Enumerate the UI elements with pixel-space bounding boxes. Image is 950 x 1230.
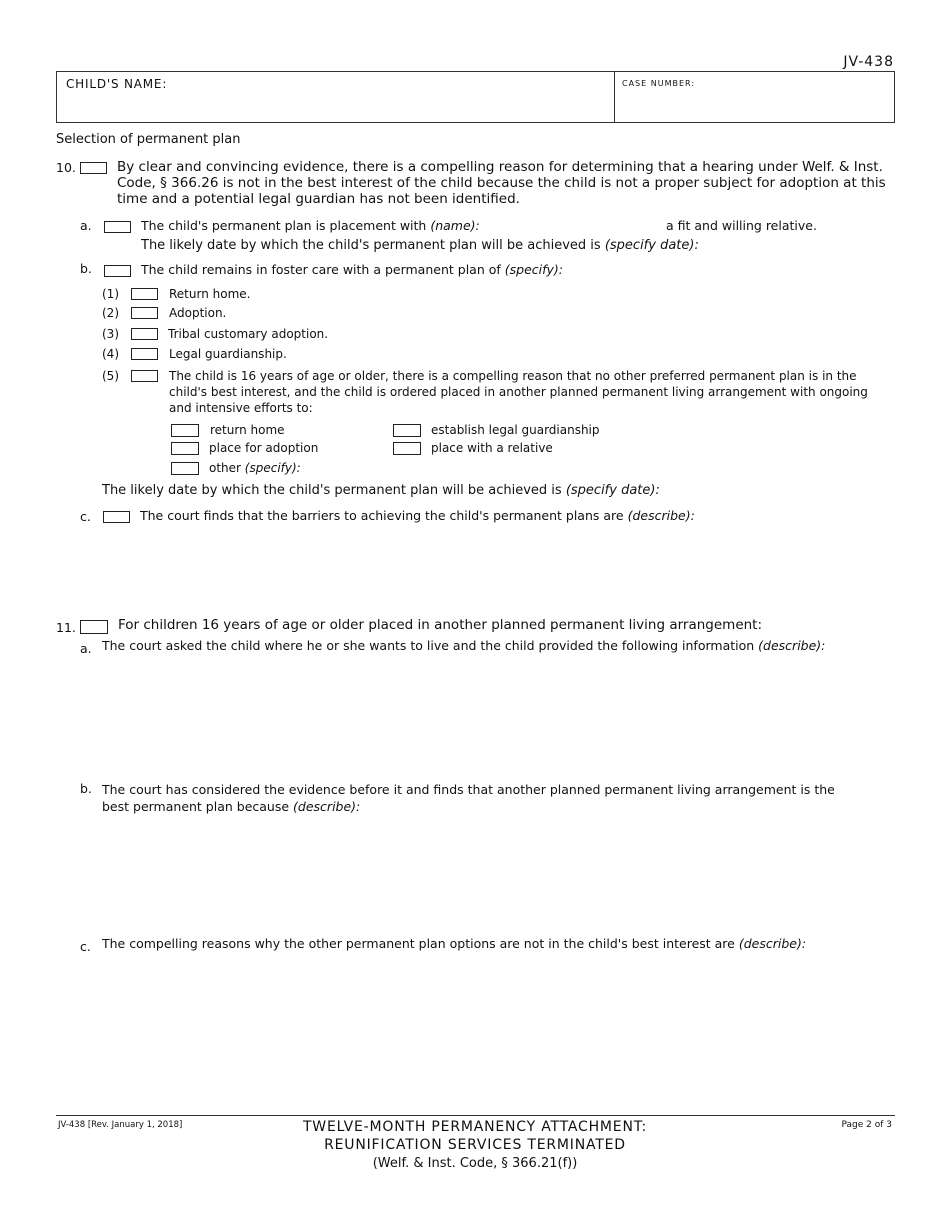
item10c-letter: c.: [80, 509, 91, 524]
effort-legal-guardianship-label: establish legal guardianship: [431, 423, 600, 437]
item11c-hint: (describe):: [738, 936, 807, 951]
item10a-date-hint: (specify date):: [604, 238, 699, 253]
item10-number: 10.: [56, 160, 76, 175]
item11-text: For children 16 years of age or older placed in another planned permanent living arrangement:: [118, 617, 763, 633]
item10b-text: [141, 262, 563, 278]
footer-title-line1: TWELVE-MONTH PERMANENCY ATTACHMENT:: [302, 1119, 648, 1135]
option-5-number: (5): [102, 369, 119, 383]
option-5-checkbox[interactable]: [131, 370, 158, 382]
option-3-checkbox[interactable]: [131, 328, 158, 340]
item10a-letter: a.: [80, 218, 92, 233]
item11a-letter: a.: [80, 641, 92, 656]
item10c-hint: (describe):: [627, 508, 695, 523]
item10a-label: The child's permanent plan is placement with: [141, 218, 427, 233]
caption-divider: [614, 72, 615, 122]
effort-adoption-checkbox[interactable]: [171, 442, 199, 455]
option-1-number: (1): [102, 287, 119, 301]
option-1-checkbox[interactable]: [131, 288, 158, 300]
item11c-text: [102, 936, 806, 952]
item10a-date-label: The likely date by which the child's permanent plan will be achieved is: [141, 238, 601, 253]
item10b-checkbox[interactable]: [104, 265, 131, 277]
effort-legal-guardianship-checkbox[interactable]: [393, 424, 421, 437]
item11a-text: [102, 638, 825, 654]
item10c-text: [140, 508, 695, 524]
item11c-label: The compelling reasons why the other permanent plan options are not in the child's best interest are: [102, 936, 735, 951]
option-4-label: Legal guardianship.: [169, 347, 287, 361]
footer-rule: [56, 1115, 895, 1116]
footer-title-line2: REUNIFICATION SERVICES TERMINATED: [324, 1137, 626, 1153]
item10b-letter: b.: [80, 261, 92, 276]
item11b-text: [102, 781, 862, 815]
effort-relative-checkbox[interactable]: [393, 442, 421, 455]
item10a-suffix: a fit and willing relative.: [666, 218, 817, 233]
footer-revision: JV-438 [Rev. January 1, 2018]: [58, 1120, 183, 1130]
effort-other-hint: (specify):: [244, 461, 301, 475]
effort-adoption-label: place for adoption: [209, 441, 319, 455]
item11-checkbox[interactable]: [80, 620, 108, 634]
footer-page-number: Page 2 of 3: [841, 1120, 892, 1130]
caption-box: [56, 71, 895, 123]
option-2-number: (2): [102, 306, 119, 320]
effort-return-home-label: return home: [210, 423, 285, 437]
case-number-label: CASE NUMBER:: [622, 79, 696, 88]
option-5-text: The child is 16 years of age or older, there is a compelling reason that no other preferred permanent plan is in the child's best interest, and the child is ordered placed in another planned permanent living arrangement with ongoing and intensive efforts to:: [169, 369, 868, 415]
item10-text-body: By clear and convincing evidence, there is a compelling reason for determining that a hearing under Welf. & Inst. Code, § 366.26 is not in the best interest of the child because the child is not a proper subject for adoption at this time and a potential legal guardian has not been identified.: [117, 159, 886, 207]
item11b-letter: b.: [80, 781, 92, 796]
option-2-checkbox[interactable]: [131, 307, 158, 319]
childs-name-label: CHILD'S NAME:: [66, 77, 168, 91]
effort-relative-label: place with a relative: [431, 441, 553, 455]
option-4-checkbox[interactable]: [131, 348, 158, 360]
item11b-label: The court has considered the evidence before it and finds that another planned permanent living arrangement is the best permanent plan because: [102, 782, 835, 814]
item10b-date-label: The likely date by which the child's permanent plan will be achieved is: [102, 483, 562, 498]
item10b-hint: (specify):: [504, 262, 563, 277]
section-heading: Selection of permanent plan: [56, 132, 241, 147]
item10c-label: The court finds that the barriers to achieving the child's permanent plans are: [140, 508, 624, 523]
item10-checkbox[interactable]: [80, 162, 107, 174]
option-2-label: Adoption.: [169, 306, 227, 320]
item10b-date-hint: (specify date):: [565, 483, 660, 498]
item10a-checkbox[interactable]: [104, 221, 131, 233]
option-3-number: (3): [102, 327, 119, 341]
item10-text: [117, 159, 897, 207]
effort-other: [209, 460, 301, 476]
footer-citation: (Welf. & Inst. Code, § 366.21(f)): [372, 1156, 578, 1171]
effort-other-label: other: [209, 461, 241, 475]
option-4-number: (4): [102, 347, 119, 361]
item11b-hint: (describe):: [293, 799, 361, 814]
item11-number: 11.: [56, 620, 76, 635]
option-1-label: Return home.: [169, 287, 251, 301]
item11a-label: The court asked the child where he or she wants to live and the child provided the following information: [102, 638, 755, 653]
effort-other-checkbox[interactable]: [171, 462, 199, 475]
item11c-letter: c.: [80, 939, 91, 954]
item10b-date: [102, 483, 660, 499]
item10a-date: [141, 238, 699, 254]
item10c-checkbox[interactable]: [103, 511, 130, 523]
option-3-label: Tribal customary adoption.: [168, 327, 329, 341]
item11a-hint: (describe):: [758, 638, 826, 653]
item10a-text: [141, 218, 480, 234]
form-number: JV-438: [843, 54, 894, 70]
effort-return-home-checkbox[interactable]: [171, 424, 199, 437]
item10a-name-hint: (name):: [430, 218, 480, 233]
item10b-label: The child remains in foster care with a permanent plan of: [141, 262, 501, 277]
